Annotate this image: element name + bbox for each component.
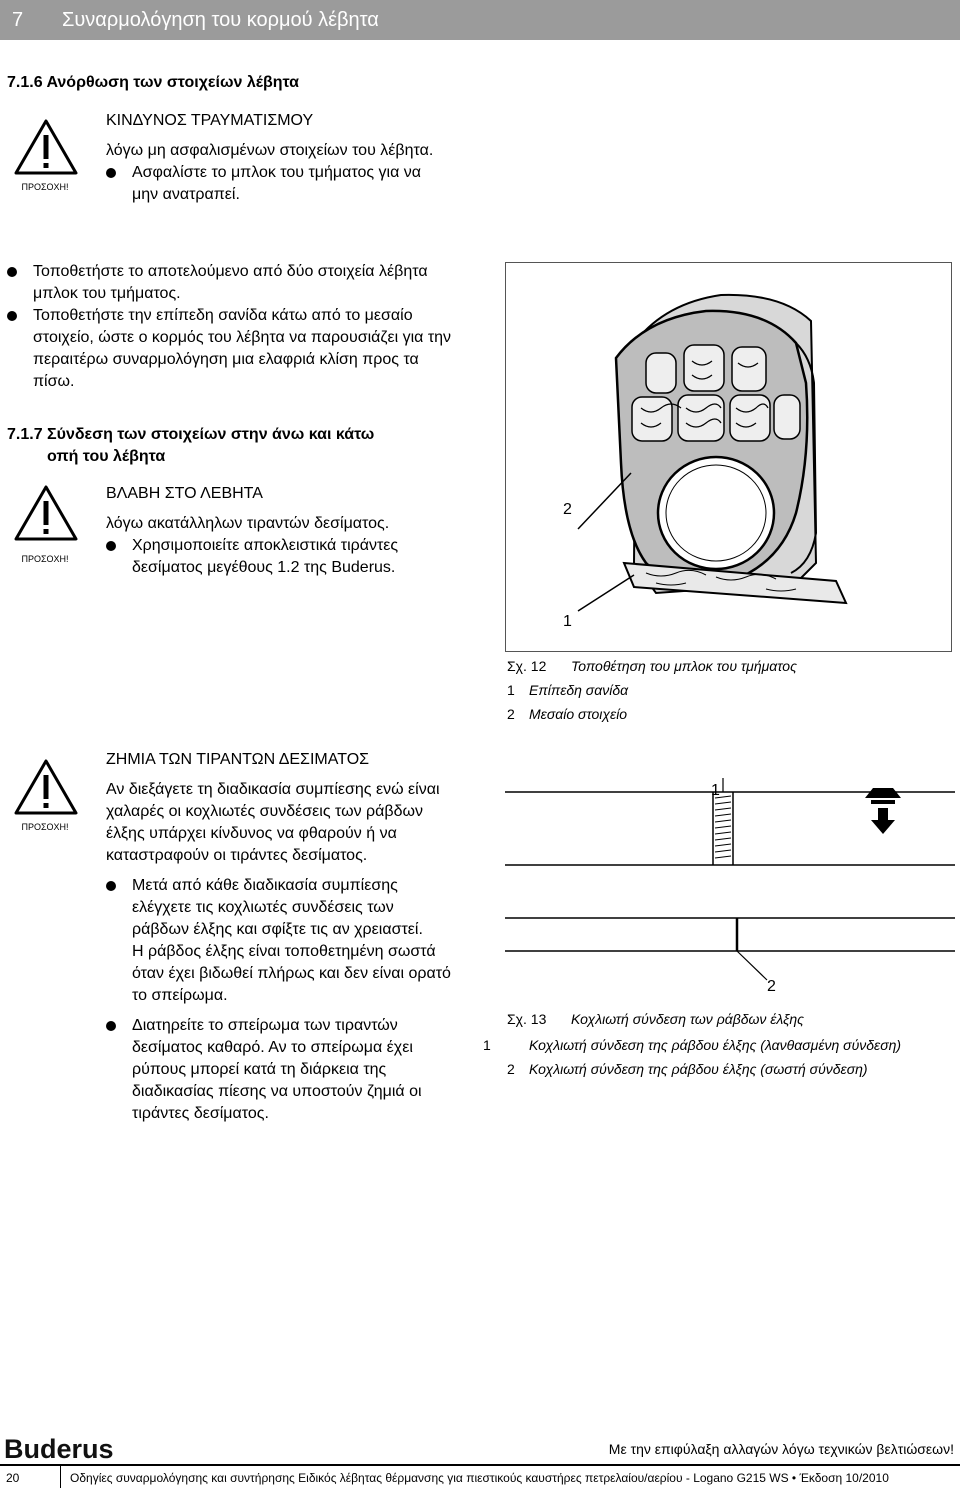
figure-13-legend-item	[507, 1059, 947, 1079]
legend-number: 1	[483, 1037, 491, 1053]
figure-12-callout-1: 1	[563, 613, 572, 630]
figure-13-legend-item	[483, 1035, 947, 1055]
boiler-section-illustration	[506, 263, 951, 651]
section-716-bullets	[7, 261, 452, 393]
figure-13-callout-1: 1	[711, 782, 720, 799]
warning-triangle-icon	[13, 758, 79, 816]
figure-13-diagram	[505, 770, 955, 1000]
arrow-indicator-icon	[865, 788, 901, 834]
footer-divider	[0, 1464, 960, 1466]
warning-3-text: Αν διεξάγετε τη διαδικασία συμπίεσης ενώ είναι χαλαρές οι κοχλιωτές συνδέσεις των ράβδων έλξης υπάρχει κίνδυνος να φθαρούν ή να καταστραφούν οι τιράντες δεσίματος.	[106, 781, 440, 864]
legend-number: 2	[507, 706, 515, 722]
chapter-number: 7	[0, 0, 50, 40]
warning-1-bullet: Ασφαλίστε το μπλοκ του τμήματος για να μην ανατραπεί.	[106, 162, 446, 206]
section-heading-717	[7, 424, 467, 468]
warning-block-3	[13, 758, 83, 821]
figure-12-caption-text: Τοποθέτηση του μπλοκ του τμήματος	[571, 658, 797, 674]
legend-number: 1	[507, 682, 515, 698]
warning-3-bullet-1-text: Μετά από κάθε διαδικασία συμπίεσης ελέγχετε τις κοχλιωτές συνδέσεις των ράβδων έλξης και σφίξτε τις αν χρειαστεί.	[132, 877, 423, 938]
footer-separator	[60, 1466, 61, 1488]
legend-text: Επίπεδη σανίδα	[529, 682, 629, 698]
footer-document-line: Οδηγίες συναρμολόγησης και συντήρησης Ειδικός λέβητας θέρμανσης για πιεστικούς καυστήρες πετρελαίου/αερίου - Logano G215 WS • Έκδοση 10/2010	[70, 1471, 889, 1485]
figure-13-caption	[483, 1009, 947, 1079]
warning-2-title: ΒΛΑΒΗ ΣΤΟ ΛΕΒΗΤΑ	[106, 485, 263, 502]
warning-3-bullet-1	[106, 875, 451, 1007]
figure-12-frame	[505, 262, 952, 652]
warning-1-title: ΚΙΝΔΥΝΟΣ ΤΡΑΥΜΑΤΙΣΜΟΥ	[106, 112, 314, 129]
figure-12-legend-item	[507, 680, 952, 700]
section-heading-717-line2: οπή του λέβητα	[47, 448, 166, 465]
warning-2-text: λόγω ακατάλληλων τιραντών δεσίματος.	[106, 515, 390, 532]
warning-label-2: ΠΡΟΣΟΧΗ!	[21, 554, 69, 564]
figure-13-title	[507, 1009, 947, 1029]
warning-triangle-icon	[13, 484, 79, 542]
warning-2-bullet: Χρησιμοποιείτε αποκλειστικά τιράντες δεσίματος μεγέθους 1.2 της Buderus.	[106, 535, 456, 579]
figure-13-caption-text: Κοχλιωτή σύνδεση των ράβδων έλξης	[571, 1011, 804, 1027]
page-number: 20	[6, 1471, 20, 1485]
warning-3-bullet-2: Διατηρείτε το σπείρωμα των τιραντών δεσίματος καθαρό. Αν το σπείρωμα έχει ρύπους μπορεί κατά τη διάρκεια της διαδικασίας πίεσης να υποστούν ζημιά οι τιράντες δεσίματος.	[106, 1015, 451, 1125]
warning-block-1	[13, 118, 83, 181]
legend-text: Κοχλιωτή σύνδεση της ράβδου έλξης (σωστή σύνδεση)	[529, 1061, 868, 1077]
figure-13-callout-2: 2	[767, 978, 776, 995]
warning-3-bullet-1-extra: Η ράβδος έλξης είναι τοποθετημένη σωστά όταν έχει βιδωθεί πλήρως και δεν είναι ορατό το σπείρωμα.	[132, 943, 451, 1004]
list-item: Τοποθετήστε την επίπεδη σανίδα κάτω από το μεσαίο στοιχείο, ώστε ο κορμός του λέβητα να παρουσιάζει για την περαιτέρω συναρμολόγηση μια ελαφριά κλίση προς τα πίσω.	[7, 305, 452, 393]
figure-12-callout-2: 2	[563, 501, 572, 518]
warning-3-content	[106, 749, 451, 1125]
warning-label-1: ΠΡΟΣΟΧΗ!	[21, 182, 69, 192]
figure-12-title	[507, 656, 952, 676]
warning-label-3: ΠΡΟΣΟΧΗ!	[21, 822, 69, 832]
warning-1-content	[106, 110, 446, 206]
legend-text: Κοχλιωτή σύνδεση της ράβδου έλξης (λανθασμένη σύνδεση)	[529, 1037, 902, 1053]
brand-logo: Buderus	[4, 1434, 114, 1464]
figure-13-number: Σχ. 13	[507, 1011, 547, 1027]
figure-12-number: Σχ. 12	[507, 658, 547, 674]
figure-12-legend-item	[507, 704, 952, 724]
legend-text: Μεσαίο στοιχείο	[529, 706, 628, 722]
chapter-title: Συναρμολόγηση του κορμού λέβητα	[50, 0, 960, 40]
section-heading-717-line1: 7.1.7 Σύνδεση των στοιχείων στην άνω και κάτω	[7, 426, 375, 443]
warning-1-text: λόγω μη ασφαλισμένων στοιχείων του λέβητα.	[106, 142, 434, 159]
warning-3-title: ΖΗΜΙΑ ΤΩΝ ΤΙΡΑΝΤΩΝ ΔΕΣΙΜΑΤΟΣ	[106, 751, 370, 768]
figure-12-caption	[507, 656, 952, 724]
section-heading-716: 7.1.6 Ανόρθωση των στοιχείων λέβητα	[7, 74, 300, 91]
warning-2-content	[106, 483, 456, 579]
list-item: Τοποθετήστε το αποτελούμενο από δύο στοιχεία λέβητα μπλοκ του τμήματος.	[7, 261, 452, 305]
tie-rod-diagram	[505, 770, 955, 1000]
warning-block-2	[13, 484, 83, 547]
legend-number: 2	[507, 1061, 515, 1077]
warning-triangle-icon	[13, 118, 79, 176]
footer-notice: Με την επιφύλαξη αλλαγών λόγω τεχνικών βελτιώσεων!	[608, 1441, 954, 1457]
